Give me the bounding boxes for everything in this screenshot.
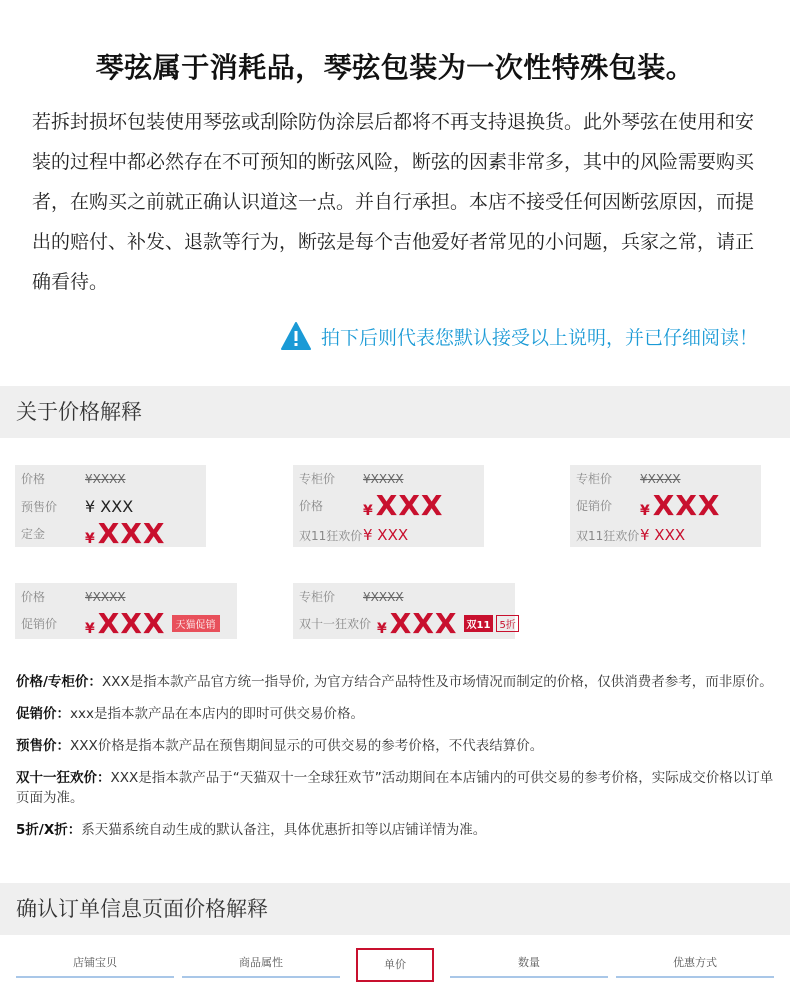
double11-label: 双11狂欢价 (576, 528, 640, 543)
definition-text: xxx是指本款产品在本店内的即时可供交易价格。 (70, 706, 364, 722)
definition-term: 价格/专柜价： (16, 674, 102, 690)
price-row (21, 470, 126, 487)
price-row (21, 588, 126, 605)
counter-price-row (299, 588, 404, 605)
presale-row (21, 497, 133, 516)
price-row (299, 489, 444, 522)
definition-item (16, 704, 776, 724)
original-price: ¥XXXX (85, 589, 126, 604)
double11-row (299, 526, 408, 544)
notice-paragraph: 若拆封损坏包装使用琴弦或刮除防伪涂层后都将不再支持退换货。此外琴弦在使用和安装的过程中都必然存在不可预知的断弦风险，断弦的因素非常多，其中的风险需要购买者，在购买之前就正确认识道这一点。并自行承担。本店不接受任何因断弦原因，而提出的赔付、补发、退款等行为，断弦是每个吉他爱好者常见的小问题，兵家之常，请正确看待。 (32, 111, 755, 293)
counter-price-row (299, 470, 404, 487)
definition-item (16, 672, 776, 692)
price-label: 价格 (21, 472, 46, 486)
price-label: 价格 (21, 590, 46, 604)
column-header-unit-price: 单价 (356, 948, 434, 982)
warning-text: 拍下后则代表您默认接受以上说明，并已仔细阅读！ (320, 326, 758, 349)
definition-text: XXX是指本款产品官方统一指导价, 为官方结合产品特性及市场情况而制定的价格，仅供消费者参考，而非原价。 (101, 674, 773, 690)
presale-price: ¥ XXX (85, 497, 134, 516)
current-price-value: XXX (375, 489, 444, 522)
yen-sign: ¥ (363, 503, 374, 519)
counter-price-row (576, 470, 681, 487)
price-box-presale (15, 465, 206, 550)
price-box-promo-double11 (570, 465, 761, 547)
deposit-price (85, 517, 166, 550)
definition-term: 促销价： (16, 706, 70, 722)
column-header-quantity: 数量 (450, 948, 608, 978)
current-price (363, 489, 444, 522)
order-table-header (12, 948, 778, 978)
definition-item (16, 768, 776, 808)
counter-price-label: 专柜价 (299, 472, 336, 486)
price-box-tmall-promo (15, 583, 237, 639)
tmall-promo-badge: 天猫促销 (172, 615, 220, 632)
warning-icon (281, 322, 311, 350)
price-box-double11-discount (293, 583, 515, 639)
promo-price-value: XXX (652, 489, 721, 522)
section-order-price-explanation: 确认订单信息页面价格解释 (0, 883, 790, 935)
original-price: ¥XXXX (85, 471, 126, 486)
double11-row (576, 526, 685, 544)
definition-term: 预售价： (16, 738, 70, 754)
double11-price-row (299, 607, 519, 640)
double11-label: 双十一狂欢价 (299, 617, 372, 631)
double11-price-value: XXX (389, 607, 458, 640)
deposit-label: 定金 (21, 527, 46, 541)
promo-price (640, 489, 721, 522)
definition-term: 5折/X折： (16, 822, 82, 838)
double11-price: ¥ XXX (640, 526, 686, 544)
definition-text: 系天猫系统自动生成的默认备注，具体优惠折扣等以店铺详情为准。 (81, 822, 487, 838)
presale-label: 预售价 (21, 500, 58, 514)
price-definitions (16, 672, 776, 852)
counter-price: ¥XXXX (363, 589, 404, 604)
definition-text: XXX是指本款产品于“天猫双十一全球狂欢节”活动期间在本店铺内的可供交易的参考价格，实际成交价格以订单页面为准。 (16, 770, 774, 806)
double11-price: ¥ XXX (363, 526, 409, 544)
column-header-shop-item: 店铺宝贝 (16, 948, 174, 978)
yen-sign: ¥ (377, 621, 388, 637)
double11-price (377, 607, 458, 640)
yen-sign: ¥ (640, 503, 651, 519)
yen-sign: ¥ (85, 621, 96, 637)
counter-price: ¥XXXX (640, 471, 681, 486)
deposit-value: XXX (97, 517, 166, 550)
definition-item (16, 820, 776, 840)
warning-line (281, 322, 758, 350)
definition-term: 双十一狂欢价： (16, 770, 111, 786)
double11-label: 双11狂欢价 (299, 528, 363, 543)
column-header-discount: 优惠方式 (616, 948, 774, 978)
counter-price-label: 专柜价 (576, 472, 613, 486)
counter-price: ¥XXXX (363, 471, 404, 486)
price-box-double11 (293, 465, 484, 547)
promo-price-label: 促销价 (21, 617, 58, 631)
page-headline: 琴弦属于消耗品，琴弦包装为一次性特殊包装。 (95, 51, 695, 84)
promo-price (85, 607, 166, 640)
counter-price-label: 专柜价 (299, 590, 336, 604)
yen-sign: ¥ (85, 531, 96, 547)
promo-price-row (576, 489, 721, 522)
deposit-row (21, 517, 166, 550)
definition-item (16, 736, 776, 756)
promo-price-value: XXX (97, 607, 166, 640)
price-label: 价格 (299, 499, 324, 513)
definition-text: XXX价格是指本款产品在预售期间显示的可供交易的参考价格，不代表结算价。 (70, 738, 544, 754)
discount-badge: 5折 (496, 615, 518, 632)
promo-price-row (21, 607, 220, 640)
column-header-attributes: 商品属性 (182, 948, 340, 978)
double11-badge: 双11 (464, 615, 494, 632)
promo-price-label: 促销价 (576, 499, 613, 513)
section-price-explanation: 关于价格解释 (0, 386, 790, 438)
